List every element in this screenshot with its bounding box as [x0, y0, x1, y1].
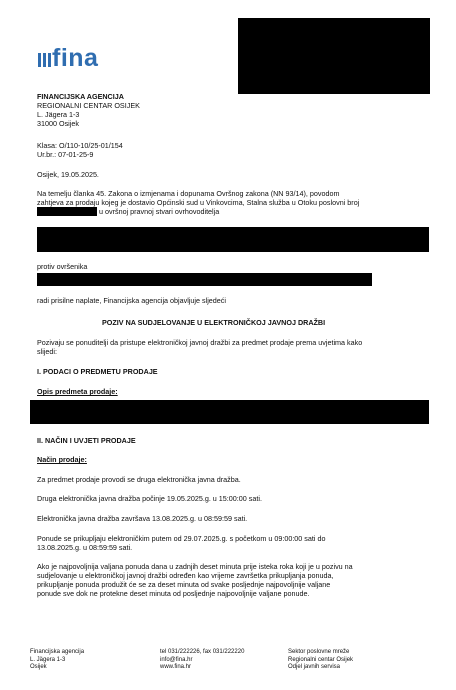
extension-line-1: Ako je najpovoljnija valjana ponuda dana u zadnjih deset minuta prije isteka roka koji je u pozivu na: [37, 562, 353, 571]
redacted-debtor: [37, 273, 372, 286]
section-2-subtitle: Način prodaje:: [37, 455, 87, 464]
redacted-creditor: [37, 227, 429, 252]
ref-klasa: Klasa: O/110-10/25-01/154: [37, 141, 123, 150]
footer-company: Financijska agencija: [30, 649, 85, 655]
offers-line-1: Ponude se prikupljaju elektroničkim putem od 29.07.2025.g. s početkom u 09:00:00 sati do: [37, 534, 326, 543]
ref-urbr: Ur.br.: 07-01-25-9: [37, 150, 94, 159]
main-heading: POZIV NA SUDJELOVANJE U ELEKTRONIČKOJ JAVNOJ DRAŽBI: [102, 318, 326, 327]
intro-line-3: u ovršnoj pravnoj stvari ovrhovoditelja: [99, 207, 220, 216]
protiv-text: protiv ovršenika: [37, 262, 88, 271]
pozivanje-line-2: slijedi:: [37, 347, 57, 356]
sender-city: 31000 Osijek: [37, 119, 79, 128]
section-1-subtitle: Opis predmeta prodaje:: [37, 387, 118, 396]
sender-office: REGIONALNI CENTAR OSIJEK: [37, 101, 140, 110]
document-date: Osijek, 19.05.2025.: [37, 170, 99, 179]
sender-name: FINANCIJSKA AGENCIJA: [37, 92, 124, 101]
footer-email: info@fina.hr: [160, 656, 193, 663]
sender-street: L. Jägera 1-3: [37, 110, 80, 119]
footer-department: Odjel javnih servisa: [288, 664, 341, 670]
extension-line-3: prikupljanje ponuda produžit će se za deset minuta od svake posljednje najpovoljnije valjane: [37, 580, 331, 589]
offers-line-2: 13.08.2025.g. u 08:59:59 sati.: [37, 543, 133, 552]
footer-col-1: [30, 649, 84, 672]
section-2-title: II. NAČIN I UVJETI PRODAJE: [37, 436, 136, 445]
footer-sector: Sektor poslovne mreže: [288, 649, 350, 655]
auction-end-text: Elektronička javna dražba završava 13.08.2025.g. u 08:59:59 sati.: [37, 514, 248, 523]
logo-text: fina: [52, 44, 99, 72]
footer-phone: tel 031/222226, fax 031/222220: [160, 649, 245, 655]
sale-method-text: Za predmet prodaje provodi se druga elektronička javna dražba.: [37, 475, 241, 484]
auction-start-text: Druga elektronička javna dražba počinje 19.05.2025.g. u 15:00:00 sati.: [37, 494, 262, 503]
extension-line-4: ponude sve dok ne protekne deset minuta od posljednje najpovoljnije valjane ponude.: [37, 589, 310, 598]
redacted-case-number: [37, 207, 97, 216]
pozivanje-line-1: Pozivaju se ponuditelji da pristupe elektroničkoj javnoj dražbi za predmet prodaje prema uvjetima kako: [37, 338, 363, 347]
footer-street: L. Jägera 1-3: [30, 656, 66, 663]
redacted-item-description: [30, 400, 429, 424]
footer-col-3: [288, 649, 353, 672]
footer-city: Osijek: [30, 664, 47, 670]
redacted-block-top-right: [238, 18, 430, 94]
footer-col-2: [160, 649, 244, 672]
section-1-title: I. PODACI O PREDMETU PRODAJE: [37, 367, 158, 376]
footer-website: www.fina.hr: [160, 664, 192, 670]
radi-text: radi prisilne naplate, Financijska agencija objavljuje sljedeći: [37, 296, 226, 305]
extension-line-2: sudjelovanje u elektroničkoj javnoj dražbi određen kao vrijeme završetka prikupljanja ponuda,: [37, 571, 334, 580]
intro-line-2: zahtjeva za prodaju kojeg je dostavio Općinski sud u Vinkovcima, Stalna služba u Otoku poslovni broj: [37, 198, 360, 207]
footer-center: Regionalni centar Osijek: [288, 656, 354, 663]
intro-line-1: Na temelju članka 45. Zakona o izmjenama i dopunama Ovršnog zakona (NN 93/14), povodom: [37, 189, 340, 198]
